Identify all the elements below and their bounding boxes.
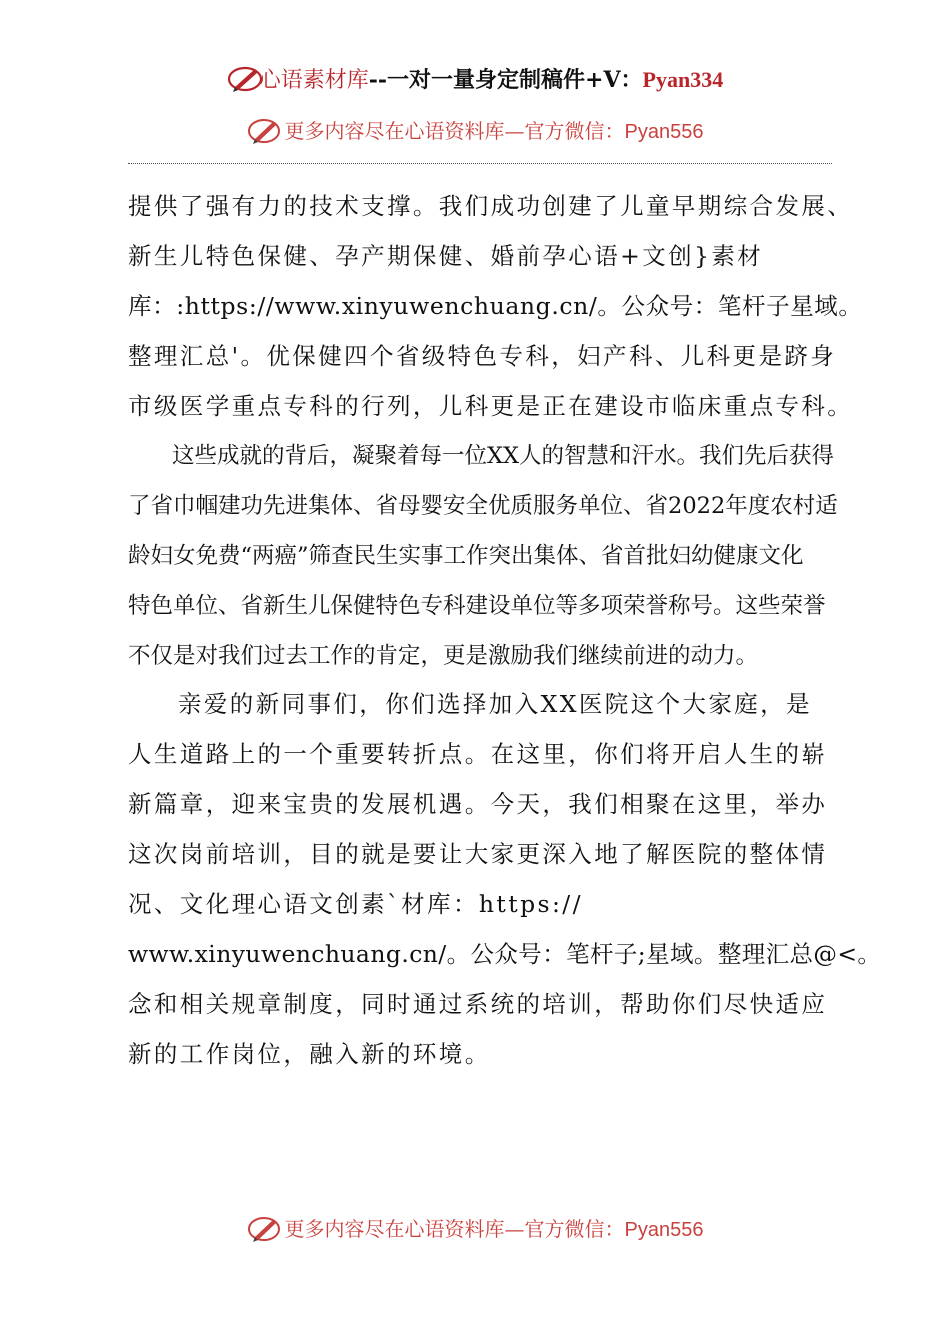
- body-line: 念和相关规章制度，同时通过系统的培训，帮助你们尽快适应: [128, 990, 828, 1018]
- body-line: 况、文化理心语文创素`材库：https://: [128, 890, 583, 918]
- footer-wechat-label: —官方微信：: [504, 1217, 625, 1241]
- body-line: 这次岗前培训，目的就是要让大家更深入地了解医院的整体情: [128, 840, 828, 868]
- footer-promo-text: 更多内容尽在心语资料库: [284, 1217, 505, 1241]
- body-line: 新的工作岗位，融入新的环境。: [128, 1040, 491, 1068]
- body-line: 整理汇总'。优保健四个省级特色专科，妇产科、儿科更是跻身: [128, 342, 837, 370]
- brand-name: 心语素材库: [258, 68, 369, 93]
- footer-wechat-id: Pyan556: [624, 1219, 704, 1241]
- body-line: www.xinyuwenchuang.cn/。公众号：笔杆子;星域。整理汇总@<。: [128, 940, 882, 968]
- body-line: 这些成就的背后，凝聚着每一位XX人的智慧和汗水。我们先后获得: [172, 443, 835, 469]
- body-line: 龄妇女免费“两癌”筛查民生实事工作突出集体、省首批妇幼健康文化: [128, 543, 804, 569]
- pen-logo-icon: [247, 116, 283, 146]
- body-line: 库：:https://www.xinyuwenchuang.cn/。公众号：笔杆子星域。: [128, 292, 863, 320]
- promo-wechat-id: Pyan556: [624, 121, 704, 143]
- header-wechat-id: Pyan334: [642, 67, 724, 92]
- body-line: 提供了强有力的技术支撑。我们成功创建了儿童早期综合发展、: [128, 192, 854, 220]
- promo-wechat-label: —官方微信：: [504, 119, 625, 143]
- header-slogan: --一对一量身定制稿件+V：: [368, 67, 643, 93]
- body-line: 不仅是对我们过去工作的肯定，更是激励我们继续前进的动力。: [128, 643, 759, 669]
- body-line: 市级医学重点专科的行列，儿科更是正在建设市临床重点专科。: [128, 392, 854, 420]
- body-line: 了省巾帼建功先进集体、省母婴安全优质服务单位、省2022年度农村适: [128, 493, 838, 519]
- body-line: 人生道路上的一个重要转折点。在这里，你们将开启人生的崭: [128, 740, 828, 768]
- body-line: 特色单位、省新生儿保健特色专科建设单位等多项荣誉称号。这些荣誉: [128, 593, 826, 619]
- footer-promo: [0, 1214, 950, 1246]
- body-line: 亲爱的新同事们，你们选择加入XX医院这个大家庭，是: [178, 690, 812, 718]
- promo-text: 更多内容尽在心语资料库: [284, 119, 505, 143]
- header-title: [0, 64, 950, 97]
- header-promo: [0, 116, 950, 148]
- body-line: 新生儿特色保健、孕产期保健、婚前孕心语+文创}素材: [128, 242, 764, 270]
- header-divider: [128, 163, 832, 164]
- pen-logo-icon: [227, 63, 265, 93]
- pen-logo-icon: [247, 1214, 283, 1244]
- body-line: 新篇章，迎来宝贵的发展机遇。今天，我们相聚在这里，举办: [128, 790, 828, 818]
